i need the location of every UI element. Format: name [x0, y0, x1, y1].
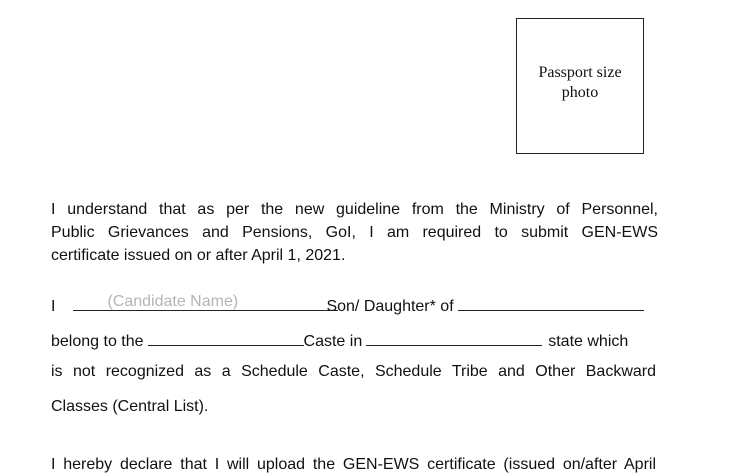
guideline-paragraph	[51, 198, 658, 267]
photo-label-line2: photo	[561, 84, 599, 101]
declaration-row-2	[51, 328, 628, 352]
passport-photo-label	[538, 63, 621, 103]
declaration-row-4: Classes (Central List).	[51, 398, 209, 415]
candidate-name-field[interactable]	[73, 293, 338, 311]
pronoun-i: I	[51, 298, 56, 315]
state-which-label: state which	[548, 333, 629, 350]
declaration-row-3: is not recognized as a Schedule Caste, Schedule Tribe and Other Backward	[51, 363, 656, 380]
candidate-name-placeholder: (Candidate Name)	[107, 293, 239, 310]
parent-name-field[interactable]	[458, 293, 644, 311]
guideline-line-2: Public Grievances and Pensions, GoI, I am required to submit GEN-EWS	[51, 224, 658, 241]
photo-label-line1: Passport size	[538, 64, 622, 81]
son-daughter-of-label: Son/ Daughter* of	[326, 298, 454, 315]
declaration-row-1	[51, 293, 644, 317]
guideline-line-3: certificate issued on or after April 1, 2021.	[51, 247, 346, 264]
caste-in-label: Caste in	[303, 333, 363, 350]
guideline-line-1: I understand that as per the new guideline from the Ministry of Personnel,	[51, 201, 658, 218]
upload-declaration-line-1: I hereby declare that I will upload the GEN-EWS certificate (issued on/after April	[51, 456, 656, 473]
belong-to-label: belong to the	[51, 333, 144, 350]
passport-photo-box	[516, 18, 644, 154]
caste-field[interactable]	[148, 328, 304, 346]
state-field[interactable]	[366, 328, 542, 346]
